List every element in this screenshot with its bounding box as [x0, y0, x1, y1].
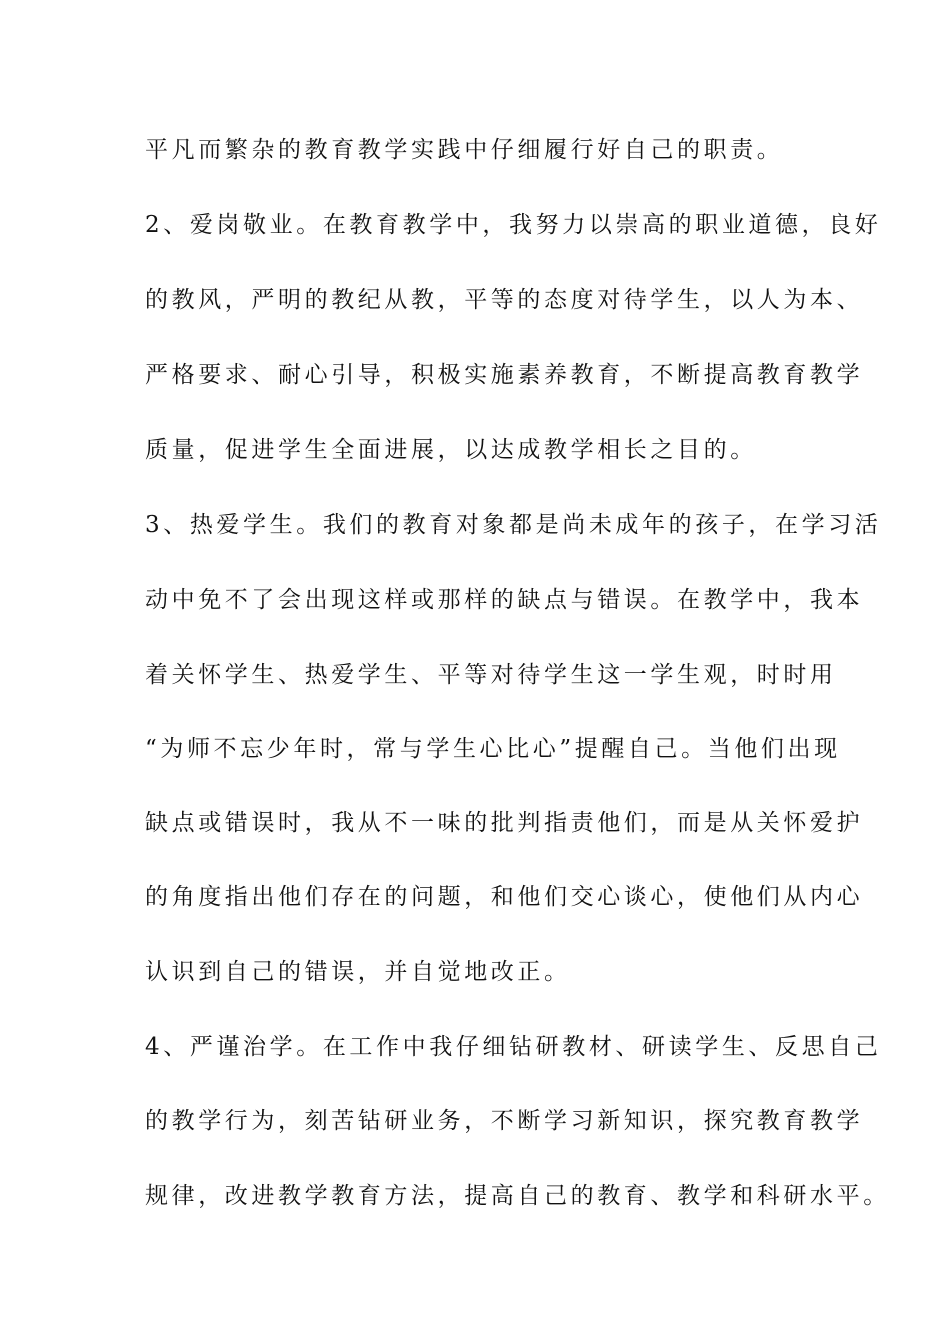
text-line: 的教学行为，刻苦钻研业务，不断学习新知识，探究教育教学 — [145, 1108, 864, 1134]
text-line: 2、爱岗敬业。在教育教学中，我努力以崇高的职业道德，良好 — [145, 212, 882, 238]
text-line: 动中免不了会出现这样或那样的缺点与错误。在教学中，我本 — [145, 587, 864, 613]
text-line: 着关怀学生、热爱学生、平等对待学生这一学生观，时时用 — [145, 662, 837, 688]
text-line: “为师不忘少年时，常与学生心比心”提醒自己。当他们出现 — [145, 736, 841, 762]
text-line: 的角度指出他们存在的问题，和他们交心谈心，使他们从内心 — [145, 884, 864, 910]
text-line: 平凡而繁杂的教育教学实践中仔细履行好自己的职责。 — [145, 137, 784, 163]
text-line: 3、热爱学生。我们的教育对象都是尚未成年的孩子，在学习活 — [145, 512, 882, 538]
text-line: 认识到自己的错误，并自觉地改正。 — [145, 959, 571, 985]
text-line: 严格要求、耐心引导，积极实施素养教育，不断提高教育教学 — [145, 362, 864, 388]
text-line: 规律，改进教学教育方法，提高自己的教育、教学和科研水平。 — [145, 1183, 890, 1209]
text-line: 质量，促进学生全面进展，以达成教学相长之目的。 — [145, 437, 757, 463]
text-line: 4、严谨治学。在工作中我仔细钻研教材、研读学生、反思自己 — [145, 1034, 882, 1060]
text-line: 的教风，严明的教纪从教，平等的态度对待学生，以人为本、 — [145, 287, 864, 313]
text-line: 缺点或错误时，我从不一味的批判指责他们，而是从关怀爱护 — [145, 810, 864, 836]
